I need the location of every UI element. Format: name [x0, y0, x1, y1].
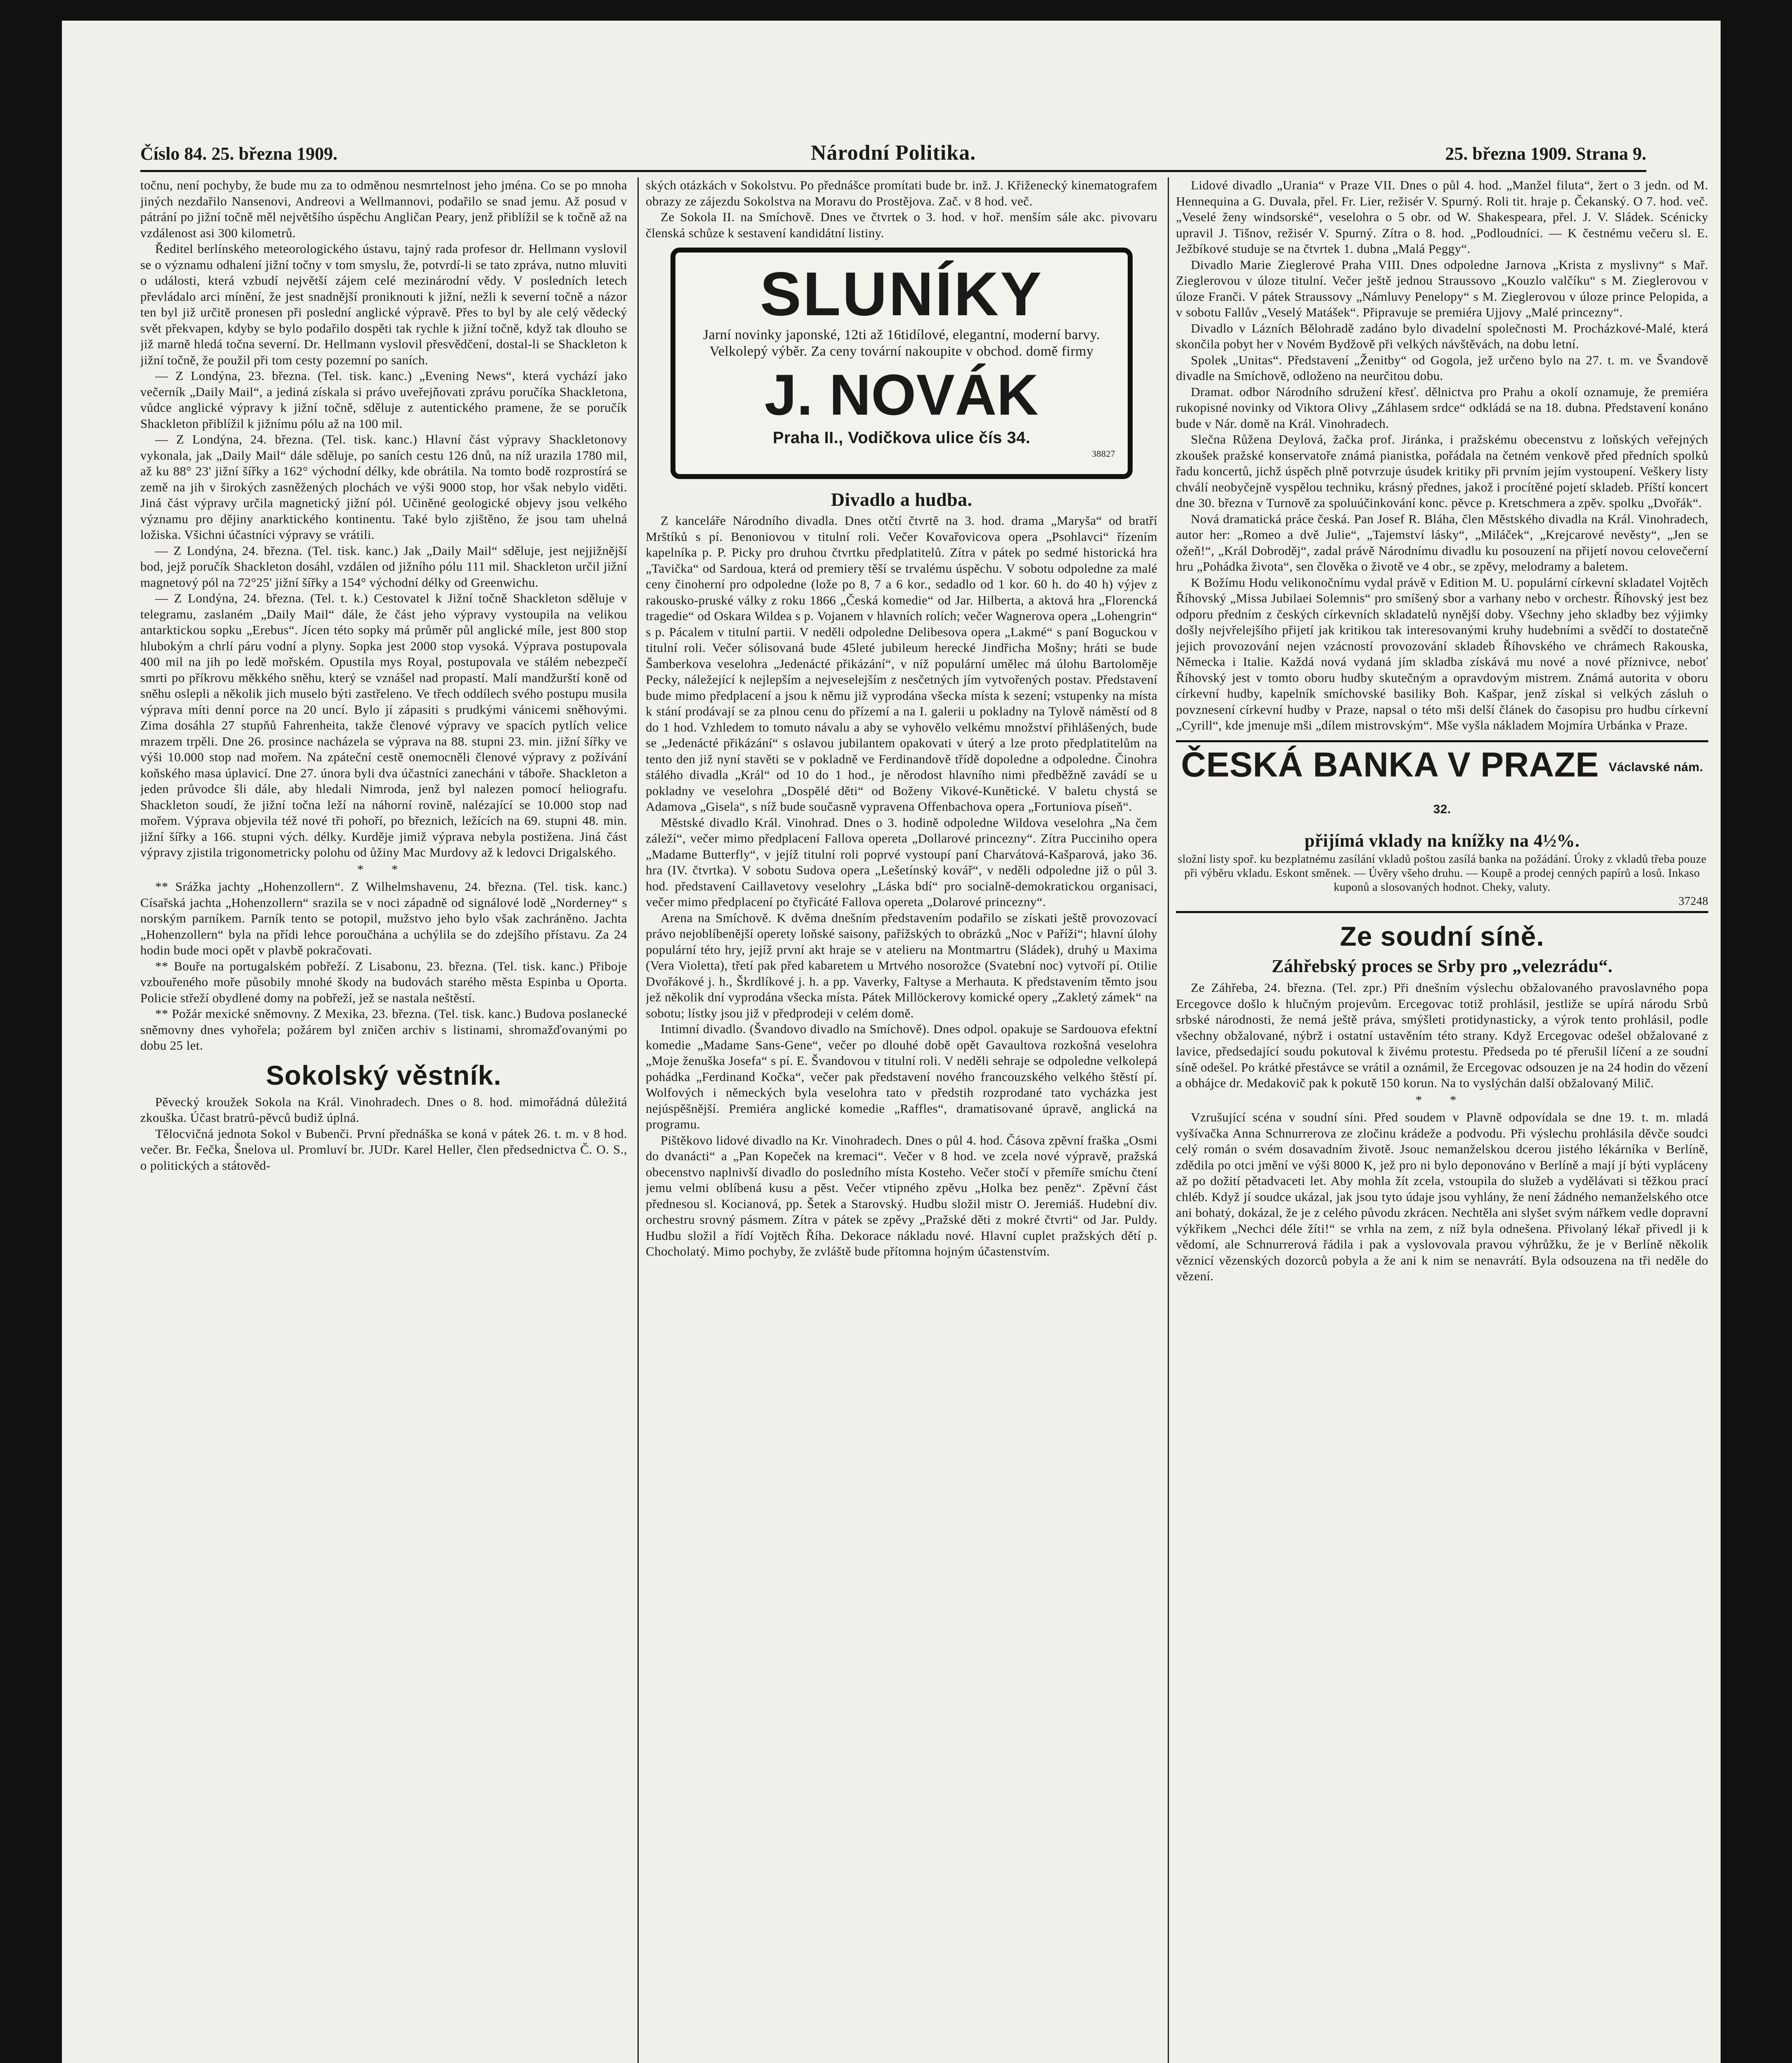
article-paragraph: K Božímu Hodu velikonočnímu vydal právě v Edition M. U. populární církevní skladatel Vojtěch Říhovský „Missa Jubilaei Solemnis“ pro smíšený sbor a varhany nebo v orchestr. Říhovský jest bez odporu předním z českých církevních skladatelů nynější doby. Všechny jeho skladby bez výjimky došly nejvřelejšího přijetí jak kritikou tak interesovanými kruhy hudebními a svědčí to dostatečně jejich provozování nejen vzácností provozování skladeb Říhovského ve chrámech Rakouska, Německa i Italie. Každá nová vydaná jím skladba získává mu nové a nové příznivce, neboť Říhovský jest v tomto oboru hudby skutečným a opravdovým mistrem. Známá autorita v oboru církevní hudby, kapelník smíchovské basiliky Boh. Kašpar, jenž získal si velkých zásluh o povznesení církevní hudby v Praze, napsal o této mši delší článek do časopisu pro hudbu církevní „Cyrill“, kde jmenuje mši „dílem mistrovským“. Mše vyšla nákladem Mojmíra Urbánka v Praze.	[1176, 575, 1708, 732]
bank-offer: přijímá vklady na knížky na 4½%.	[1304, 831, 1580, 851]
article-paragraph: — Z Londýna, 24. března. (Tel. tisk. kanc.) Hlavní část výpravy Shackletonovy vykonala, jak „Daily Mail“ dále sděluje, po saních cestu 126 dnů, na níž urazila 1780 mil, až ku 88° 23' jižní šířky a 162° východní délky, kde obrátila. Na tomto bodě rozprostírá se země na jih v širokých zasněžených plochách ve výši 9000 stop, hor však nebylo viděti. Jiná část výpravy určila magnetický jižní pól. Učiněné geologické objevy jsou velkého významu pro dějiny anarktického kontinentu. Také bylo zjištěno, že jsou tam uhelná ložiska. Všichni účastníci výpravy se vrátili.	[140, 432, 627, 542]
article-paragraph: — Z Londýna, 23. března. (Tel. tisk. kanc.) „Evening News“, která vychází jako večerník „Daily Mail“, a jediná získala si právo uveřejňovati zprávu poručíka Shackletona, vůdce anglické výpravy k jižní točně, sděluje z autentického pramene, že se poručík Shackleton přiblížil k jižnímu pólu až na 100 mil.	[140, 368, 627, 431]
article-paragraph: ských otázkách v Sokolstvu. Po přednášce promítati bude br. inž. J. Křiženecký kinematografem obrazy ze zájezdu Sokolstva na Moravu do Prostějova. Zač. v 8 hod. več.	[646, 178, 1157, 208]
ad-address: Praha II., Vodičkova ulice čís 34.	[772, 429, 1031, 447]
page-header	[140, 136, 1646, 169]
bank-address: Václavské nám. 32.	[1433, 760, 1703, 817]
article-paragraph: Divadlo Marie Zieglerové Praha VIII. Dnes odpoledne Jarnova „Krista z myslivny“ s Mař. Zieglerovou v úloze titulní. Večer ještě jednou Straussovo „Kouzlo valčíku“ s M. Zieglerovou v úloze Franči. V pátek Straussovy „Námluvy Penelopy“ s M. Zieglerovou v úloze prince Pelopida, a v sobotu Fallův „Veselý Matášek“. Připravuje se premiéra Ujjovy „Malé princezny“.	[1176, 257, 1708, 319]
article-paragraph: — Z Londýna, 24. března. (Tel. tisk. kanc.) Jak „Daily Mail“ sděluje, jest nejjižnější bod, jejž poručík Shackleton dosáhl, vzdálen od jižního pólu 111 mil. Shackleton určil jižní magnetový pól na 72°25' jižní šířky a 154° východní délky od Greenwichu.	[140, 543, 627, 590]
advertisement-ceska-banka	[1176, 740, 1708, 913]
article-paragraph: Ze Sokola II. na Smíchově. Dnes ve čtvrtek o 3. hod. v hoř. menším sále akc. pivovaru členská schůze k sestavení kandidátní listiny.	[646, 210, 1157, 240]
column-3	[1176, 177, 1708, 2063]
section-separator: * *	[1415, 1092, 1469, 1107]
article-paragraph: Lidové divadlo „Urania“ v Praze VII. Dnes o půl 4. hod. „Manžel filuta“, žert o 3 jedn. od M. Hennequina a G. Duvala, přel. Fr. Lier, režisér V. Spurný. Roli tit. hraje p. Čekanský. O 7. hod. več. „Veselé ženy windsorské“, veselohra o 5 obr. od W. Shakespeara, přel. J. V. Sládek. Scénicky upravil J. Tišnov, režisér V. Spurný. Zítra o 8. hod. „Podloudníci. — K čestnému večeru sl. E. Ježbíkové studuje se na čtvrtek 1. dubna „Malá Peggy“.	[1176, 178, 1708, 256]
ad-title: SLUNÍKY	[760, 259, 1044, 328]
article-paragraph: Tělocvičná jednota Sokol v Bubenči. První přednáška se koná v pátek 26. t. m. v 8 hod. večer. Br. Fečka, Šnelova ul. Promluví br. JUDr. Karel Heller, člen předsednictva Č. O. S., o politických a státověd-	[140, 1126, 627, 1173]
article-headline: Záhřebský proces se Srby pro „velezrádu“.	[1271, 956, 1613, 977]
article-paragraph: Městské divadlo Král. Vinohrad. Dnes o 3. hodině odpoledne Wildova veselohra „Na čem záleží“, večer mimo předplacení Fallova opereta „Dollarové princezny“. Zítra Pucciniho opera „Madame Butterfly“, v jejíž titulní roli poprvé vystoupí paní Charvátová-Kašparová, jako 36. hra (IV. čtvrtka). V sobotu Sudova opera „Lešetínský kovář“, v neděli odpoledne již o půl 3. hod. představení Caillavetovy veselohry „Láska bdí“ pro socialně-demokratickou organisaci, večer mimo předplacení po čtyřicáté Fallova opereta „Dolarové princezny“.	[646, 815, 1157, 909]
header-rule	[140, 170, 1646, 172]
bank-ad-number: 37248	[1679, 895, 1708, 908]
page-number: 25. března 1909. Strana 9.	[1445, 144, 1646, 164]
article-paragraph: Ředitel berlínského meteorologického ústavu, tajný rada profesor dr. Hellmann vyslovil se o významu odhalení jižní točny v tom smyslu, že, potvrdí-li se tato zpráva, nutno mluviti o události, která vzbudí největší zájem celé mezinárodní vědy. V posledních letech převládalo arci mínění, že jest snadnější proniknouti k jižní, nežli k severní točně a názor ten byl již určitě pronesen při poslední anglické výpravě. Přes to byl by ale celý vědecký svět překvapen, kdyby se bylo podařilo dospěti tak rychle k jižní točně, když tak dlouho se již marně hledá točna severní. Dr. Hellmann vyslovil přesvědčení, dostal-li se Shackleton k jižní točně, že použil při tom cesty pozemní po saních.	[140, 241, 627, 367]
article-paragraph: Slečna Růžena Deylová, žačka prof. Jiránka, i pražskému obecenstvu z loňských veřejných zkoušek pražské konservatoře známá pianistka, pořádala na četném venkově před předních spolků řadu koncertů, jichž úspěch plně potvrzuje úsudek kritiky při prvním jejím vystoupení. Veškery listy chválí neobyčejně vyspělou techniku, krásný přednes, jakož i procítěné pojetí skladeb. Příští koncert dne 30. března v Turnově za spoluúčinkování konc. pěvce p. Kretschmera a zpěv. spolku „Dvořák“.	[1176, 432, 1708, 510]
section-separator: * *	[357, 862, 411, 876]
advertisement-sluniky	[671, 248, 1133, 479]
article-paragraph: — Z Londýna, 24. března. (Tel. t. k.) Cestovatel k Jižní točně Shackleton sděluje v telegramu, zaslaném „Daily Mail“ dále, že část jeho výpravy vystoupila na velikou antarktickou sopku „Erebus“. Jícen této sopky má průměr půl anglické míle, jest 800 stop hlubokým a chrlí páru vodní a plyny. Sopka jest 2000 stop vysoká. Výprava postupovala 400 mil na jih po ledě mořském. Opustila mys Royal, postupovala ve stálém nebezpečí smrti po příkrovu měkkého sněhu, který se vznášel nad propastí. Malí mandžurští koně od sněhu oslepli a několik jich muselo býti zastřeleno. Ve třech oddílech svého postupu musila výprava míti denní porce na 20 uncí. Bylo jí zápasiti s prudkými vánicemi sněhovými. Zima dosáhla 27 stupňů Fahrenheita, takže členové výpravy ve spacích pytlích velice mrazem trpěli. Dne 26. prosince nacházela se výprava na 88. stupni 23. min. jižní šířky ve výši 10.000 stop nad mořem. Na zpáteční cestě onemocněli členové výpravy z požívání koňského masa úplavicí. Dne 27. února byli dva účastníci zanecháni v táboře. Shackleton a jeden průvodce šli dále, aby hledali Nimroda, jenž byl nalezen pomocí heliografu. Shackleton soudí, že jižní točna leží na náhorní rovině, nalézající se 10.000 stop nad mořem. Výprava objevila též nové tři pohoří, po březnich, ležících na 69. stupni 48. min. jižní šířky a 166. stupni vých. délky. Kurděje jimiž výprava nebyla postižena. Jiná část výpravy zjistila trigonometricky polohu od ůžiny Mac Murdovy až k ledovci Drigalského.	[140, 591, 627, 859]
article-paragraph: ** Požár mexické sněmovny. Z Mexika, 23. března. (Tel. tisk. kanc.) Budova poslanecké sněmovny dnes vyhořela; požárem byl zničen archiv s listinami, shromažďovanými po dobu 25 let.	[140, 1006, 627, 1053]
article-paragraph: ** Bouře na portugalském pobřeží. Z Lisabonu, 23. března. (Tel. tisk. kanc.) Přiboje vzbouřeného moře působily mnohé škody na budovách starého města Espinba u Oporta. Policie střeží obydlené domy na pobřeží, jež se nastala neštěstí.	[140, 958, 627, 1005]
bank-details: složní listy spoř. ku bezplatnému zasílání vkladů poštou zasílá banka na požádání. Úroky z vkladů třeba pouze při výběru vkladu. Eskont směnek. — Úvěry všeho druhu. — Koupě a prodej cenných papírů a losů. Inkaso kuponů a slosovaných hodnot. Cheky, valuty.	[1178, 853, 1707, 894]
column-divider	[1168, 177, 1169, 2063]
article-paragraph: Divadlo v Lázních Bělohradě zadáno bylo divadelní společnosti M. Procházkové-Malé, která skončila pobyt her v Novém Bydžově při velkých návštěvách, na dobu letní.	[1176, 321, 1708, 351]
article-paragraph: Z kanceláře Národního divadla. Dnes otčtí čtvrtě na 3. hod. drama „Maryša“ od bratří Mrštíků s pí. Benoniovou v titulní roli. Večer Kovařovicova opera „Psohlavci“ řízením kapelníka p. P. Picky pro druhou čtvrtku předplatitelů. Zítra v pátek po sedmé historická hra „Tavička“ od Sardoua, která od premiery těší se trvalému úspěchu. V sobotu odpoledne za malé ceny činoherní pro odpoledne (lože po 8, 7 a 6 kor., sedadlo od 1 kor. 60 h. do 40 h) výjev z rakousko-pruské války z roku 1866 „Česká komedie“ od Jar. Hilberta, a aktová hra „Florencká tragedie“ od Oskara Wildea s p. Vojanem v hlavních rolích; večer Wagnerova opera „Lohengrin“ s p. Pácalem v titulní partii. V neděli odpoledne Delibesova opera „Lakmé“ s paní Boguckou v titulní roli. Večer sólisovaná bude 45leté jubileum herecké Jindřicha Mošny; hráti se bude Šamberkova veselohra „Jedenácté přikázání“, v níž populární umělec má úlohu Bartoloměje Pecky, náležející k nejlepším a nejveselejším z nesčetných jím vytvořených postav. Představení bude mimo předplacení a jsou k němu již vyprodána všecka místa k sezení; vstupenky na místa k stání prodávají se za plnou cenu do přízemí a na I. galerii u pokladny na Tylově náměstí od 8 do 1 hod. Vzhledem to tomuto návalu a aby se vyhovělo velkému množství přihlášených, bude se „Jedenácté přikázání“ s oslavou jubilantem opakovati v úterý a lze proto předplatitelům na tento den již nyní stavěti se v pokladně ve Ferdinandově třídě dopoledne a odpoledne. Činohra stálého divadla „Král“ od 10 do 1 hod., je něrodost hlavního nimi předběžně zavádí se u pokladny ve veselohra „Dospělé děti“ od Boženy Vikové-Kunětické. V baletu chystá se Adamova „Gisela“, s níž bude současně vypravena Offenbachova opera „Fortuniova píseň“.	[646, 513, 1157, 814]
article-paragraph: Intimní divadlo. (Švandovo divadlo na Smíchově). Dnes odpol. opakuje se Sardouova efektní komedie „Madame Sans-Gene“, večer po dlouhé době opět Gavaultova rozkošná veselohra „Moje ženuška Josefa“ s pí. E. Švandovou v titulní roli. V neděli sehraje se odpoledne velkolepá pohádka „Ferdinand Kočka“, večer pak představení nového francouzského velkého štěstí pí. Wolfových i německých byla veselohra tato v předstih rozprodané tato vycházka jest nejúspěšnější. Premiéra anglické komedie „Raffles“, dramatisované úpravě, anglická na programu.	[646, 1022, 1157, 1131]
issue-number: Číslo 84. 25. března 1909.	[140, 144, 338, 164]
article-paragraph: ** Srážka jachty „Hohenzollern“. Z Wilhelmshavenu, 24. března. (Tel. tisk. kanc.) Císařská jachta „Hohenzollern“ srazila se v noci západně od signálové lodě „Norderney“ s norským parníkem. Parník tento se potopil, mužstvo jeho bylo však zachráněno. Jachta „Hohenzollern“ byla na přídi lehce poroučhána a uchýlila se do zdejšího přístavu. Za 24 hodin bude moci opět v plavbě pokračovati.	[140, 879, 627, 957]
column-1	[140, 177, 627, 2063]
article-paragraph: Arena na Smíchově. K dvěma dnešním představením podařilo se získati ještě provozovací právo nejoblíbenější operety loňské saisony, pařížských to obrázků „Noc v Paříži“; hlavní úlohy populární této hry, jejíž první akt hraje se v atelieru na Montmartru (Sládek), druhý u Maxima (Vera Violetta), třetí pak před kabaretem u Mrtvého nosorožce (Svatební noc) vytvoří pí. Otilie Dvořákové j. h., Škrdlíkové j. h. a pp. Vaverky, Faltyse a Merhauta. K představením těmto jsou jež několik dní vyprodána všecka místa. Pátek Millöckerovy komické opery „Zakletý zámek“ na sobotu; lístky jsou již v předprodeji v celém domě.	[646, 910, 1157, 1020]
article-paragraph: Nová dramatická práce česká. Pan Josef R. Bláha, člen Městského divadla na Král. Vinohradech, autor her: „Romeo a dvě Julie“, „Tajemství lásky“, „Miláček“, „Krejcarové nevěsty“, „Jen se ožeň!“, „Král Dobroděj“, zadal právě Národnímu divadlu ku posouzení na přijetí novou celovečerní hru „Pohádka života“, sen člověka o životě ve 4 obr., se zpěvy, melodramy a baletem.	[1176, 511, 1708, 574]
article-paragraph: Ze Záhřeba, 24. března. (Tel. zpr.) Při dnešním výslechu obžalovaného pravoslavného popa Ercegovce došlo k hlučným projevům. Ercegovac totiž prohlásil, jestliže se upírá národu Srbů srbské národnosti, že nemá ještě práva, smýšleti protidynasticky, a výrok tento prohlásil, podle všechny obžalované, nýbrž i ostatní ustavěním této strany. Když Ercegovac odešel obžalované z lavice, předsedající soudu pokutoval k živému protestu. Předseda po té přerušil líčení a ze soudní síně odešel. Po krátké přestávce se vrátil a oznámil, že Ercegovac odsouzen je na 24 hodin do vězení a obhájce dr. Medakovič pak k pokutě 150 korun. Na to vyslýchán další obžalovaný Milič.	[1176, 980, 1708, 1091]
article-paragraph: Pěvecký kroužek Sokola na Král. Vinohradech. Dnes o 8. hod. mimořádná důležitá zkouška. Účast bratrů-pěvců budiž úplná.	[140, 1094, 627, 1125]
bank-name: ČESKÁ BANKA V PRAZE	[1181, 745, 1599, 784]
section-heading: Divadlo a hudba.	[831, 489, 973, 510]
article-paragraph: Dramat. odbor Národního sdružení křesť. dělnictva pro Prahu a okolí oznamuje, že premiéra rukopisné novinky od Viktora Olivy „Záhlasem srdce“ odkládá se na 18. dubna. Představení konáno bude v Nár. domě na Král. Vinohradech.	[1176, 384, 1708, 431]
column-divider	[637, 177, 639, 2063]
article-paragraph: Spolek „Unitas“. Představení „Ženitby“ od Gogola, jež určeno bylo na 27. t. m. ve Švandově divadle na Smíchově, odloženo na neurčitou dobu.	[1176, 352, 1708, 383]
column-2	[646, 177, 1157, 2063]
ad-company-name: J. NOVÁK	[764, 362, 1039, 427]
ad-text: Jarní novinky japonské, 12ti až 16tidílové, elegantní, moderní barvy. Velkolepý výběr. Za ceny tovární nakoupite v obchod. domě firmy	[703, 327, 1100, 359]
ad-number: 38827	[1092, 448, 1115, 459]
newspaper-title: Národní Politika.	[810, 141, 976, 165]
section-heading: Sokolský věstník.	[266, 1060, 502, 1091]
article-paragraph: Pištěkovo lidové divadlo na Kr. Vinohradech. Dnes o půl 4. hod. Čásova zpěvní fraška „Osmi do dvanácti“ a „Pan Kopeček na kremaci“. Večer v 8 hod. ve zcela nové výpravě, pražská obecenstvo naplnivší divadlo do posledního místa Kosteho. Večer stočí v přemíře smíchu čtení jemu velmi oblíbená kusu a pěst. Večer vtipného zpěvu „Holka bez peněz“. Zpěvní část přednesou sl. Kocianová, pp. Šetek a Starovský. Hudbu složil mistr O. Jeremiáš. Hudební div. orchestru srovný pásmem. Zítra v pátek se zpěvy „Pražské děti z mokré čtvrti“ od Jar. Puldy. Hudbu složil a řídí Vojtěch Říha. Dekorace nákladu nové. Hlavní cuplet pražských dětí p. Chocholatý. Mimo pochyby, že zvláště bude přítomna hojným účastenstvím.	[646, 1133, 1157, 1258]
article-paragraph: Vzrušující scéna v soudní síni. Před soudem v Plavně odpovídala se dne 19. t. m. mladá vyšívačka Anna Schnurrerova ze zločinu krádeže a podvodu. Při výslechu prohlásila děvče soudci celý román o svém dosavadním životě. Jsouc nemanželskou dcerou jistého lékárníka v Berlíně, zdědila po otci jmění ve výši 8000 K, jež pro ni bylo deponováno v Berlíně a mají jí býti vypláceny až po dožití pětadvaceti let. Aby mohla žít zcela, vstoupila do služeb a vydělávati si těžkou prací chléb. Když jí soudce ukázal, jak jsou tyto údaje jsou vyhlány, že není žádného nemanželského otce ani bohatý, dokázal, že je z celého původu zkrácen. Nechtěla ani slyšet svým nářkem vedle dopravní výkřikem „Nechci déle žíti!“ se vrhla na zem, z níž byla odnešena. Přivolaný lékař přivedl ji k vědomí, ale Schnurrerová řádila i pak a vyslovovala pravou výhrůžku, že je v Berlíně několik věznicí vězenských dozorců pobyla a že ani k nim se nenavrátí. Byla odsouzena na tři neděle do vězení.	[1176, 1110, 1708, 1284]
section-heading: Ze soudní síně.	[1340, 921, 1544, 952]
article-paragraph: točnu, není pochyby, že bude mu za to odměnou nesmrtelnost jeho jména. Co se po mnoha jiných nezdařilo Nansenovi, Andreovi a Wellmannovi, podařilo se snad jemu. Až posud v pátrání po jižní točně měl největšího úspěchu Angličan Peary, jenž přiblížil se k točně až na vzdálenost asi 300 kilometrů.	[140, 178, 627, 240]
newspaper-page	[62, 21, 1721, 2063]
